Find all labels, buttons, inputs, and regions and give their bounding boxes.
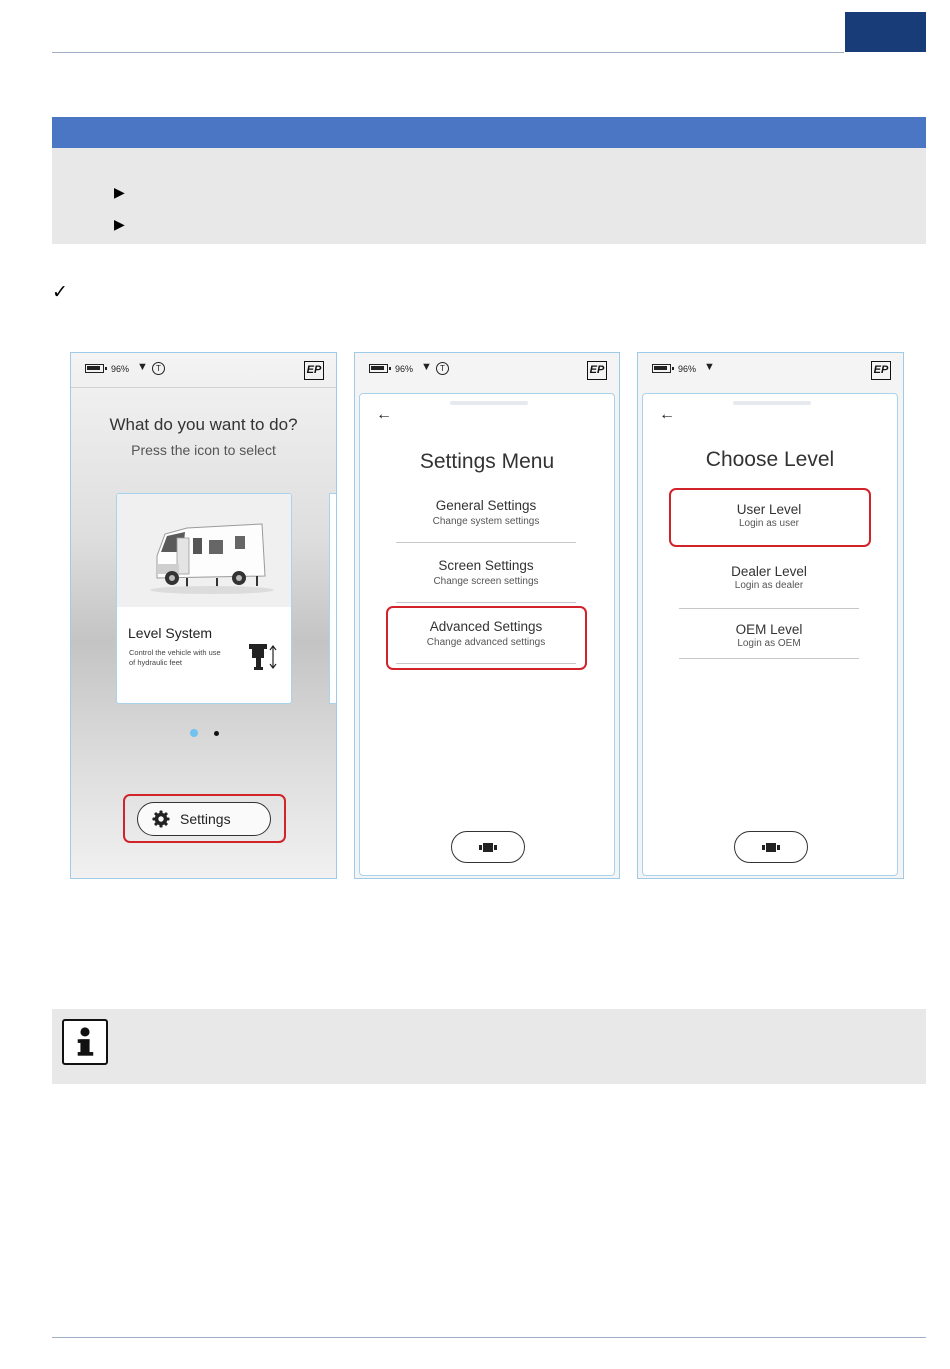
menu-item-general-settings[interactable] — [396, 494, 576, 543]
settings-button[interactable] — [137, 802, 271, 836]
sheet-handle[interactable] — [450, 401, 528, 405]
back-arrow-icon[interactable]: ← — [659, 406, 675, 423]
level-system-card[interactable] — [116, 493, 292, 704]
level-item-title: OEM Level — [735, 622, 803, 637]
status-bar — [638, 353, 903, 387]
page-dot-active[interactable] — [190, 729, 198, 737]
home-button-icon — [762, 843, 780, 852]
menu-item-subtitle: Change screen settings — [433, 576, 539, 587]
header-rule — [52, 52, 844, 53]
card-title: Level System — [128, 625, 213, 641]
card-description: Control the vehicle with use of hydraulic feet — [129, 648, 221, 667]
battery-percent: 96% — [111, 364, 130, 374]
battery-icon — [369, 364, 388, 373]
menu-item-title: Screen Settings — [438, 558, 534, 573]
home-subtitle: Press the icon to select — [131, 442, 276, 458]
level-item-title: User Level — [736, 502, 802, 517]
wifi-icon: ▼ — [137, 361, 148, 373]
back-arrow-icon[interactable]: ← — [376, 406, 392, 423]
battery-percent: 96% — [395, 364, 414, 374]
status-divider — [71, 387, 336, 388]
home-button[interactable] — [451, 831, 525, 863]
status-bar — [71, 353, 336, 387]
settings-menu-screen — [354, 352, 620, 879]
settings-button-label: Settings — [180, 811, 231, 827]
ep-logo: EP — [871, 361, 891, 380]
advanced-settings-highlight — [386, 606, 587, 670]
info-icon — [62, 1019, 108, 1065]
gear-icon — [152, 810, 170, 828]
page-dot[interactable] — [214, 731, 219, 736]
chapter-tab — [845, 12, 926, 52]
sheet-handle[interactable] — [733, 401, 811, 405]
settings-menu-title: Settings Menu — [419, 450, 555, 473]
home-button[interactable] — [734, 831, 808, 863]
home-title: What do you want to do? — [109, 415, 298, 434]
menu-item-title: General Settings — [435, 498, 537, 513]
level-item-subtitle: Login as OEM — [737, 638, 801, 649]
wifi-icon: ▼ — [421, 361, 432, 373]
home-button-icon — [479, 843, 497, 852]
battery-percent: 96% — [678, 364, 697, 374]
settings-sheet — [359, 393, 615, 876]
level-sheet — [642, 393, 898, 876]
hydraulic-foot-icon — [248, 642, 278, 672]
info-box — [52, 1009, 926, 1084]
step-bullet-1: ▶ — [114, 184, 125, 200]
motorhome-image — [117, 494, 291, 607]
level-item-oem[interactable] — [679, 618, 859, 659]
user-level-highlight — [669, 488, 871, 547]
temperature-icon: T — [152, 362, 165, 375]
choose-level-screen — [637, 352, 904, 879]
section-heading-bar — [52, 117, 926, 148]
temperature-icon: T — [436, 362, 449, 375]
menu-item-subtitle: Change system settings — [432, 516, 540, 527]
result-check-icon: ✓ — [52, 282, 68, 303]
instruction-box — [52, 148, 926, 244]
menu-item-subtitle: Change advanced settings — [426, 637, 546, 648]
battery-icon — [85, 364, 104, 373]
level-item-subtitle: Login as dealer — [734, 580, 804, 591]
level-item-title: Dealer Level — [731, 564, 807, 579]
home-screen — [70, 352, 337, 879]
menu-item-screen-settings[interactable] — [396, 554, 576, 603]
step-bullet-2: ▶ — [114, 216, 125, 232]
ep-logo: EP — [587, 361, 607, 380]
next-card-peek[interactable] — [329, 493, 337, 704]
ep-logo: EP — [304, 361, 324, 380]
wifi-icon: ▼ — [704, 361, 715, 373]
choose-level-title: Choose Level — [705, 448, 835, 471]
status-bar — [355, 353, 619, 387]
level-item-subtitle: Login as user — [738, 518, 800, 529]
menu-item-title: Advanced Settings — [429, 619, 543, 634]
footer-rule — [52, 1337, 926, 1338]
battery-icon — [652, 364, 671, 373]
level-item-dealer[interactable] — [679, 560, 859, 609]
